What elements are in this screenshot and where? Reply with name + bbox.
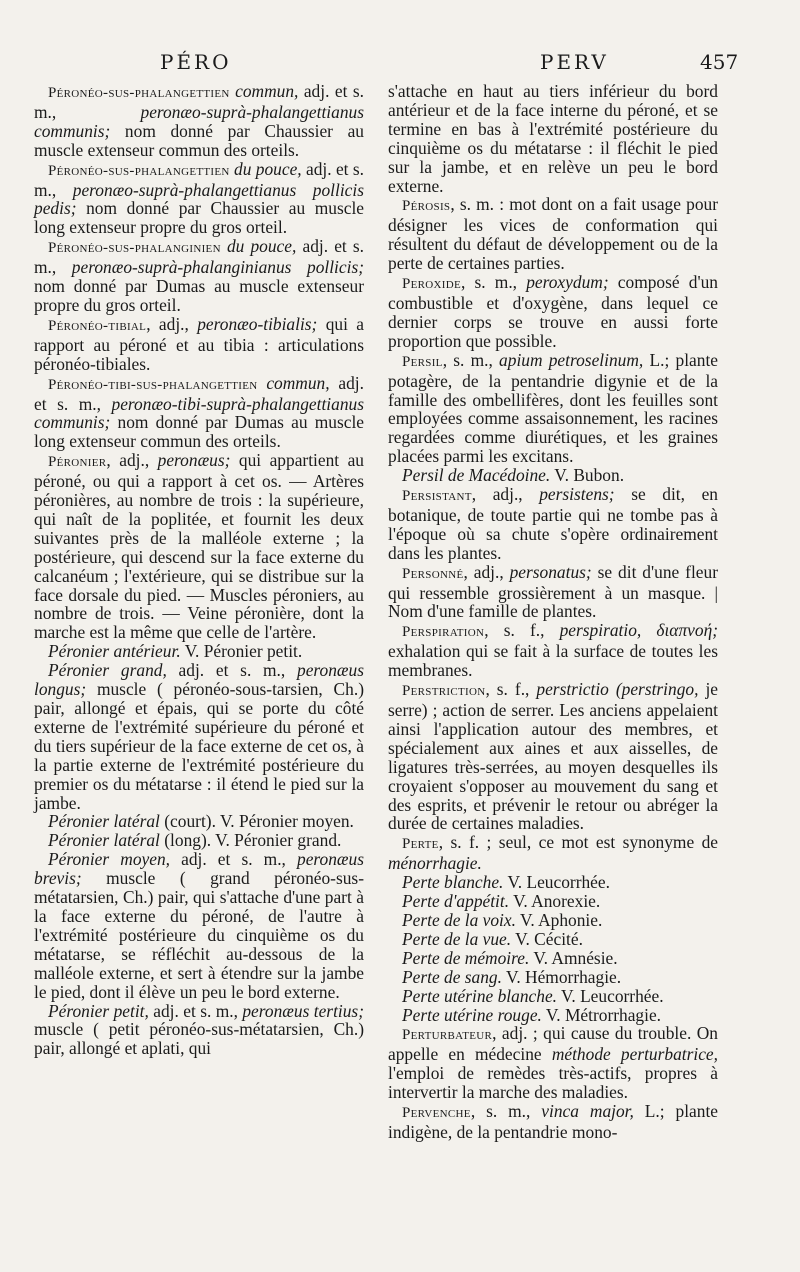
entry-definition: muscle ( petit péronéo-sus-métatarsien, Ch.) pair, allongé et aplati, qui [34, 1019, 364, 1059]
entry-headword: Péronéo-sus-phalangettien [48, 85, 230, 101]
dictionary-entry [388, 873, 718, 892]
entry-definition: L.; plante potagère, de la pentandrie digynie et de la famille des ombellifères, dont les feuilles sont employées comme assaisonnement, les racines regardées comme diurétiques, et les graines placées parmi les excitans. [388, 349, 718, 467]
entry-definition: nom donné par Dumas au muscle long extenseur commun des orteils. [34, 412, 364, 452]
entry-text: (long). V. [159, 830, 235, 851]
entry-headword: Péronier [48, 454, 107, 471]
entry-latin: peronæo-tibi-suprà-phalangettianus communis; [34, 393, 364, 433]
entry-definition: Leucorrhée. [526, 872, 610, 893]
entry-text: , adj. ; qui cause du trouble. On appelle en médecine [388, 1023, 718, 1065]
entry-italic: Perte blanche. [402, 872, 504, 893]
entry-headword: Péronéo-tibial [48, 317, 147, 334]
dictionary-entry [388, 892, 718, 911]
entry-text: V. [509, 891, 532, 912]
entry-headword: Pérosis [402, 198, 451, 215]
entry-definition: Cécité. [534, 928, 583, 949]
entry-latin: vinca major, [541, 1101, 634, 1122]
entry-headword: Perturbateur [402, 1027, 493, 1044]
dictionary-entry [388, 273, 718, 351]
entry-definition: qui appartient au péroné, ou qui a rapport à cet os. — Artères péronières, au nombre de trois : la supérieure, qui naît de la poplitée, et fournit les deux suivantes près de la malléole externe ; la postérieure, qui descend sur la face externe du calcanéum ; l'extérieure, qui se distribue sur la face dorsale du pied. — Muscles péroniers, au nombre de trois. — Veine péronière, dont la marche est la même que celle de l'artère. [34, 450, 364, 643]
entry-italic: Péronier latéral [48, 811, 160, 832]
entry-headword: Persil [402, 353, 443, 370]
dictionary-entry [34, 642, 364, 661]
header-left-title: PÉRO [160, 50, 232, 74]
entry-headword: Perte [402, 836, 439, 853]
entry-definition: Péronier petit. [203, 641, 303, 662]
entry-definition: Hémorrhagie. [525, 966, 622, 987]
entry-definition: Anorexie. [531, 891, 601, 912]
entry-latin: perspiratio, διαπνοή; [559, 620, 718, 641]
entry-latin: personatus; [509, 561, 592, 582]
dictionary-entry [34, 1002, 364, 1059]
entry-text: adj. et s. m., [170, 849, 297, 870]
entry-latin: apium petroselinum, [499, 349, 644, 370]
entry-text: , s. f., [484, 620, 560, 641]
dictionary-entry [34, 831, 364, 850]
entry-text: , s. f., [485, 679, 537, 700]
entry-text: adj. et s. m., [34, 372, 364, 414]
entry-definition: Leucorrhée. [580, 985, 664, 1006]
entry-definition: exhalation qui se fait à la surface de toutes les membranes. [388, 641, 718, 681]
entry-italic: Perte d'appétit. [402, 891, 510, 912]
entry-headword: Peroxide [402, 276, 462, 293]
entry-headword: Perspiration [402, 624, 485, 641]
entry-text: , s. m., [461, 272, 527, 293]
entry-text: V. [501, 966, 526, 987]
entry-definition: Péronier moyen. [238, 811, 354, 832]
entry-text: , s. m., [470, 1101, 542, 1122]
entry-text: adj. et s. m., [34, 158, 364, 200]
entry-text: V. [550, 465, 574, 486]
entry-italic: Péronier petit, [48, 1000, 149, 1021]
entry-headword: Péronéo-sus-phalangettien [48, 162, 230, 179]
entry-definition: muscle ( péronéo-sous-tarsien, Ch.) pair, allongé et épais, qui se porte du côté externe de l'extrémité supérieure du péroné et du tiers supérieur de la face externe de cet os, à la partie externe de l'extrémité postérieure du premier os du métatarse : il étend le pied sur la jambe. [34, 679, 364, 813]
dictionary-entry [388, 82, 718, 195]
entry-latin: perstrictio (perstringo, [536, 679, 699, 700]
entry-italic: Péronier latéral [48, 830, 160, 851]
dictionary-entry [388, 621, 718, 680]
dictionary-entry [34, 850, 364, 1001]
entry-latin: méthode perturbatrice, [551, 1044, 718, 1065]
entry-definition: se dit d'une fleur qui ressemble grossièrement à un masque. | Nom d'une famille de plantes. [388, 561, 718, 622]
entry-text: , adj., [146, 313, 198, 334]
entry-text: , adj., [463, 561, 510, 582]
entry-definition: l'emploi de remèdes très-actifs, propres à intervertir la marche des maladies. [388, 1063, 718, 1103]
entry-definition: qui a rapport au péroné et au tibia : articulations péronéo-tibiales. [34, 313, 365, 374]
entry-text: , adj., [106, 450, 158, 471]
dictionary-entry [388, 911, 718, 930]
entry-definition: nom donné par Chaussier au muscle long extenseur propre du gros orteil. [34, 198, 364, 238]
entry-text: adj. et s. m., [166, 660, 297, 681]
entry-italic: commun, [257, 372, 330, 393]
entry-text: (court). V. [159, 811, 239, 832]
page-number: 457 [700, 50, 739, 74]
entry-text: adj. et s. m., [148, 1000, 243, 1021]
dictionary-entry [34, 374, 364, 452]
entry-text: adj. et s. m., [34, 81, 364, 122]
entry-headword: Persistant [402, 488, 472, 505]
entry-text: , s. m., [442, 349, 500, 370]
entry-text: s'attache en haut au tiers inférieur du bord antérieur et de la face interne du péroné, et se termine en bas à l'extrémité postérieure du cinquième os du métatarse : il fléchit le pied sur la jambe, et en relève un peu le bord externe. [388, 81, 718, 196]
dictionary-entry [388, 351, 718, 466]
dictionary-entry [34, 237, 364, 315]
entry-italic: Perte de sang. [402, 966, 502, 987]
entry-headword: Perstriction [402, 683, 486, 700]
entry-text: V. [503, 872, 527, 893]
entry-text: , adj., [471, 484, 540, 505]
dictionary-entry [388, 949, 718, 968]
entry-headword: Péronéo-sus-phalanginien [48, 240, 221, 257]
entry-latin: peronæo-suprà-phalangettianus pollicis pedis; [34, 179, 364, 219]
dictionary-entry [388, 930, 718, 949]
entry-italic: du pouce, [220, 236, 297, 257]
entry-text: V. [529, 947, 552, 968]
entry-latin: peronæo-suprà-phalangettianus communis; [34, 101, 364, 141]
right-column [388, 82, 718, 1142]
entry-latin: peronæus longus; [34, 660, 364, 700]
entry-headword: Pervenche [402, 1105, 471, 1122]
dictionary-entry [388, 833, 718, 873]
entry-italic: Perte de la vue. [402, 928, 512, 949]
dictionary-entry [388, 987, 718, 1006]
entry-definition: Amnésie. [551, 947, 618, 968]
entry-definition: L.; plante indigène, de la pentandrie mono- [388, 1101, 718, 1142]
entry-latin: persistens; [539, 484, 615, 505]
entry-italic: du pouce, [229, 158, 302, 179]
entry-italic: Péronier moyen, [48, 849, 171, 870]
entry-definition: nom donné par Dumas au muscle extenseur propre du gros orteil. [34, 276, 364, 315]
entry-text: adj. et s. m., [34, 236, 364, 278]
dictionary-entry [388, 680, 718, 833]
entry-definition: muscle ( grand péronéo-sus-métatarsien, Ch.) pair, qui s'attache d'une part à la face externe du péroné, de l'autre à l'extrémité postérieure du cinquième os du métatarse, se réfléchit au-dessous de la malléole externe, et sert à étendre sur la jambe le pied, dont il élève un peu le bord externe. [34, 868, 364, 1002]
dictionary-entry [388, 1024, 718, 1102]
entry-italic: Persil de Macédoine. [402, 465, 551, 486]
entry-text: V. [557, 985, 581, 1006]
entry-definition: composé d'un combustible et d'oxygène, dans lequel ce dernier corps se trouve en aussi forte proportion que possible. [388, 272, 718, 351]
dictionary-entry [34, 812, 364, 831]
dictionary-entry [388, 968, 718, 987]
entry-text: V. [541, 1004, 565, 1025]
dictionary-entry [34, 451, 364, 642]
dictionary-entry [388, 485, 718, 563]
entry-text: , s. f. ; seul, ce mot est synonyme de [438, 832, 718, 853]
header-right-title: PERV [540, 50, 609, 74]
dictionary-entry [34, 315, 364, 374]
entry-italic: commun, [229, 81, 299, 101]
entry-italic: Péronier grand, [48, 660, 167, 681]
dictionary-entry [388, 563, 718, 622]
dictionary-entry [388, 195, 718, 273]
entry-latin: peronæus brevis; [34, 849, 364, 889]
entry-italic: Péronier antérieur. [48, 641, 181, 662]
entry-latin: peronæus tertius; [242, 1000, 364, 1021]
entry-definition: Bubon. [573, 465, 625, 486]
entry-definition: nom donné par Chaussier au muscle extenseur commun des orteils. [34, 120, 364, 160]
left-column [34, 82, 364, 1058]
entry-definition: se dit, en botanique, de toute partie qui ne tombe pas à l'époque où sa chute s'opère ordinairement dans les plantes. [388, 484, 718, 563]
entry-italic: Perte de la voix. [402, 909, 516, 930]
dictionary-entry [34, 82, 364, 160]
entry-text: V. [515, 909, 539, 930]
entry-italic: Perte utérine blanche. [402, 985, 558, 1006]
entry-headword: Personné [402, 565, 464, 582]
entry-definition: je serre) ; action de serrer. Les anciens appelaient ainsi l'application autour des membres, et spécialement aux aines et aux aisselles, de ligatures très-serrées, au moyen desquelles ils croyaient s'opposer au mouvement du sang et des esprits, et prévenir le retour ou abréger la durée de certaines maladies. [388, 679, 718, 834]
entry-definition: Aphonie. [538, 909, 603, 930]
entry-text: V. [180, 641, 204, 662]
entry-latin: peronæo-suprà-phalanginianus pollicis; [71, 257, 364, 278]
entry-text: V. [511, 928, 535, 949]
entry-italic: Perte de mémoire. [402, 947, 530, 968]
entry-latin: ménorrhagie. [388, 853, 482, 874]
entry-headword: Péronéo-tibi-sus-phalangettien [48, 376, 258, 393]
running-header [0, 50, 800, 80]
dictionary-entry [388, 466, 718, 485]
entry-latin: peroxydum; [526, 272, 609, 293]
dictionary-entry [388, 1102, 718, 1142]
dictionary-entry [34, 661, 364, 812]
dictionary-entry [34, 160, 364, 238]
entry-latin: peronæus; [157, 450, 231, 471]
entry-definition: Péronier grand. [234, 830, 342, 851]
dictionary-entry [388, 1006, 718, 1025]
entry-latin: peronæo-tibialis; [197, 313, 318, 334]
entry-text: , s. m. : mot dont on a fait usage pour désigner les vices de conformation qui résultent du défaut de développement ou de la perte de certaines parties. [388, 194, 718, 274]
entry-italic: Perte utérine rouge. [402, 1004, 542, 1025]
entry-definition: Métrorrhagie. [564, 1004, 662, 1025]
